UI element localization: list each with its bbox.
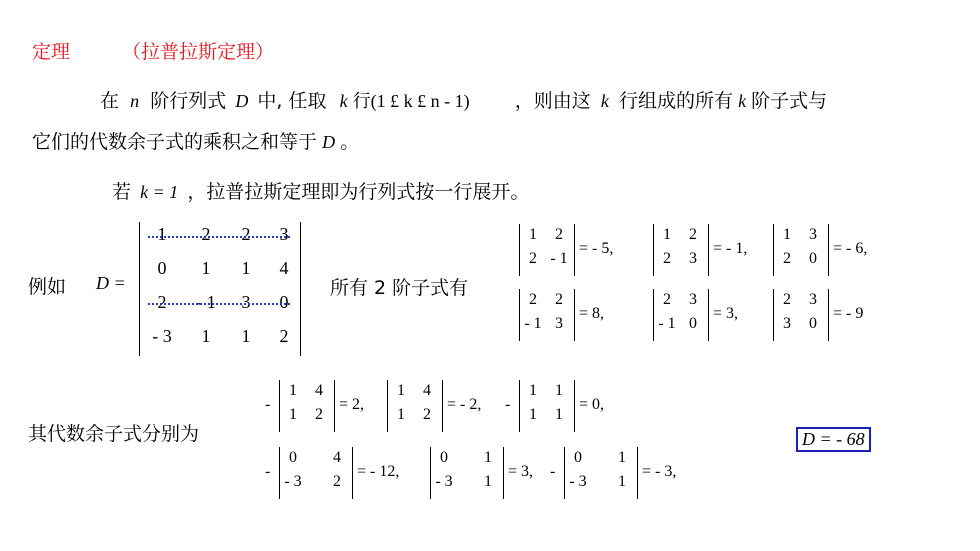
minor-cell: 1: [555, 382, 563, 399]
sign: -: [265, 463, 271, 480]
minor-cell: - 1: [658, 315, 676, 332]
minor-cell: 1: [484, 473, 492, 490]
matrix-cell: 1: [201, 326, 211, 346]
var-D: D: [235, 91, 249, 111]
remark-text: 若: [112, 181, 132, 203]
minor-result: = - 1,: [713, 240, 748, 257]
matrix-cell: 3: [241, 292, 251, 312]
minor-determinant: [387, 380, 443, 432]
minor-cell: 4: [333, 449, 341, 466]
statement-text: 它们的代数余子式的乘积之和等于: [32, 131, 318, 153]
var-D: D: [322, 132, 336, 152]
det-eq-label: D =: [96, 273, 126, 293]
determinant-D: [139, 222, 301, 356]
minor-cell: 2: [333, 473, 341, 490]
var-n: n: [130, 91, 140, 111]
sign: -: [505, 396, 511, 413]
minor-result: = - 6,: [833, 240, 868, 257]
result-box: [796, 427, 871, 452]
minor-result: = 2,: [339, 396, 365, 413]
minor-cell: 1: [289, 382, 297, 399]
statement-line-2: [32, 127, 359, 154]
statement-text: 阶行列式: [150, 90, 227, 112]
statement-text: 中, 任取: [257, 90, 327, 112]
minor-determinant: [279, 447, 353, 499]
minor-result: = - 5,: [579, 240, 614, 257]
matrix-cell: 0: [279, 292, 289, 312]
statement-line-1: [100, 86, 827, 113]
matrix-cell: 1: [241, 326, 251, 346]
minor-cell: 4: [315, 382, 323, 399]
matrix-cell: 3: [279, 224, 289, 244]
minor-determinant: [773, 224, 829, 276]
minor-cell: 1: [555, 406, 563, 423]
remark-condition: k = 1: [140, 182, 179, 202]
minor-cell: 4: [423, 382, 431, 399]
matrix-cell: 2: [279, 326, 289, 346]
statement-text: 。: [340, 131, 360, 153]
minor-cell: 0: [574, 449, 582, 466]
minor-determinant: [564, 447, 638, 499]
row-range: 行(1 £ k £ n - 1): [352, 91, 470, 111]
statement-text: 行组成的所有: [618, 90, 733, 112]
minor-cell: 2: [663, 250, 671, 267]
minor-cell: 1: [397, 406, 405, 423]
minor-cell: 3: [783, 315, 791, 332]
minor-cell: 2: [423, 406, 431, 423]
matrix-cell: 0: [157, 258, 167, 278]
matrix-cell: 1: [241, 258, 251, 278]
minor-cell: 2: [555, 291, 563, 308]
var-k: k: [738, 91, 747, 111]
minor-determinant: [430, 447, 504, 499]
statement-text: 阶子式与: [751, 90, 828, 112]
minor-cell: - 3: [284, 473, 302, 490]
minor-cell: 1: [289, 406, 297, 423]
minor-cell: 3: [809, 226, 817, 243]
row-highlight-3: [148, 303, 290, 305]
minor-cell: 2: [783, 250, 791, 267]
matrix-cell: - 1: [196, 292, 216, 312]
minor-cell: - 1: [524, 315, 542, 332]
minor-cell: 0: [289, 449, 297, 466]
minor-cell: 1: [484, 449, 492, 466]
minor-cell: 3: [689, 291, 697, 308]
minor-cell: 1: [529, 226, 537, 243]
minor-cell: 0: [809, 250, 817, 267]
minor-cell: 2: [783, 291, 791, 308]
minor-cell: 0: [440, 449, 448, 466]
minor-result: = 8,: [579, 305, 605, 322]
minor-result: = 0,: [579, 396, 605, 413]
minor-cell: - 1: [550, 250, 568, 267]
minor-cell: 2: [555, 226, 563, 243]
minor-result: = - 12,: [357, 463, 400, 480]
var-k: k: [339, 91, 348, 111]
matrix-cell: 2: [241, 224, 251, 244]
minor-cell: 3: [809, 291, 817, 308]
minor-cell: 3: [555, 315, 563, 332]
minor-result: = 3,: [713, 305, 739, 322]
matrix-cell: 1: [201, 258, 211, 278]
minor-cell: 2: [689, 226, 697, 243]
minor-determinant: [519, 224, 575, 276]
minor-determinant: [519, 380, 575, 432]
minor-determinant: [773, 289, 829, 341]
theorem-subtitle: （拉普拉斯定理）: [122, 41, 275, 63]
minor-result: = - 2,: [447, 396, 482, 413]
minor-cell: 1: [397, 382, 405, 399]
minor-cell: 2: [315, 406, 323, 423]
statement-text: ，则由这: [514, 90, 591, 112]
matrix-cell: 4: [279, 258, 289, 278]
minor-cell: 1: [663, 226, 671, 243]
matrix-cell: 1: [157, 224, 167, 244]
statement-text: 在: [100, 90, 120, 112]
result-value: D = - 68: [802, 429, 865, 449]
minor-cell: 0: [689, 315, 697, 332]
minors-label: 所有 2 阶子式有: [330, 277, 469, 299]
example-label: 例如: [28, 276, 67, 298]
matrix-cell: 2: [157, 292, 167, 312]
minor-cell: - 3: [435, 473, 453, 490]
matrix-cell: 2: [201, 224, 211, 244]
remark-line: [112, 177, 529, 204]
minor-cell: 1: [783, 226, 791, 243]
minor-cell: 1: [529, 406, 537, 423]
cofactors-label: 其代数余子式分别为: [28, 423, 200, 445]
sign: -: [550, 463, 556, 480]
minor-cell: 1: [529, 382, 537, 399]
minor-result: = 3,: [508, 463, 534, 480]
minor-cell: 2: [529, 291, 537, 308]
remark-text: ，拉普拉斯定理即为行列式按一行展开。: [187, 181, 530, 203]
minor-cell: 2: [663, 291, 671, 308]
minor-cell: 1: [618, 449, 626, 466]
minor-cell: 0: [809, 315, 817, 332]
row-highlight-1: [148, 236, 290, 238]
minor-determinant: [653, 224, 709, 276]
minor-result: = - 3,: [642, 463, 677, 480]
minor-determinant: [653, 289, 709, 341]
minor-cell: 3: [689, 250, 697, 267]
minor-determinant: [519, 289, 575, 341]
theorem-title: 定理: [32, 41, 71, 63]
sign: -: [265, 396, 271, 413]
minor-cell: 1: [618, 473, 626, 490]
var-k: k: [600, 91, 609, 111]
minor-result: = - 9: [833, 305, 864, 322]
matrix-cell: - 3: [152, 326, 172, 346]
minor-determinant: [279, 380, 335, 432]
minor-cell: - 3: [569, 473, 587, 490]
minor-cell: 2: [529, 250, 537, 267]
